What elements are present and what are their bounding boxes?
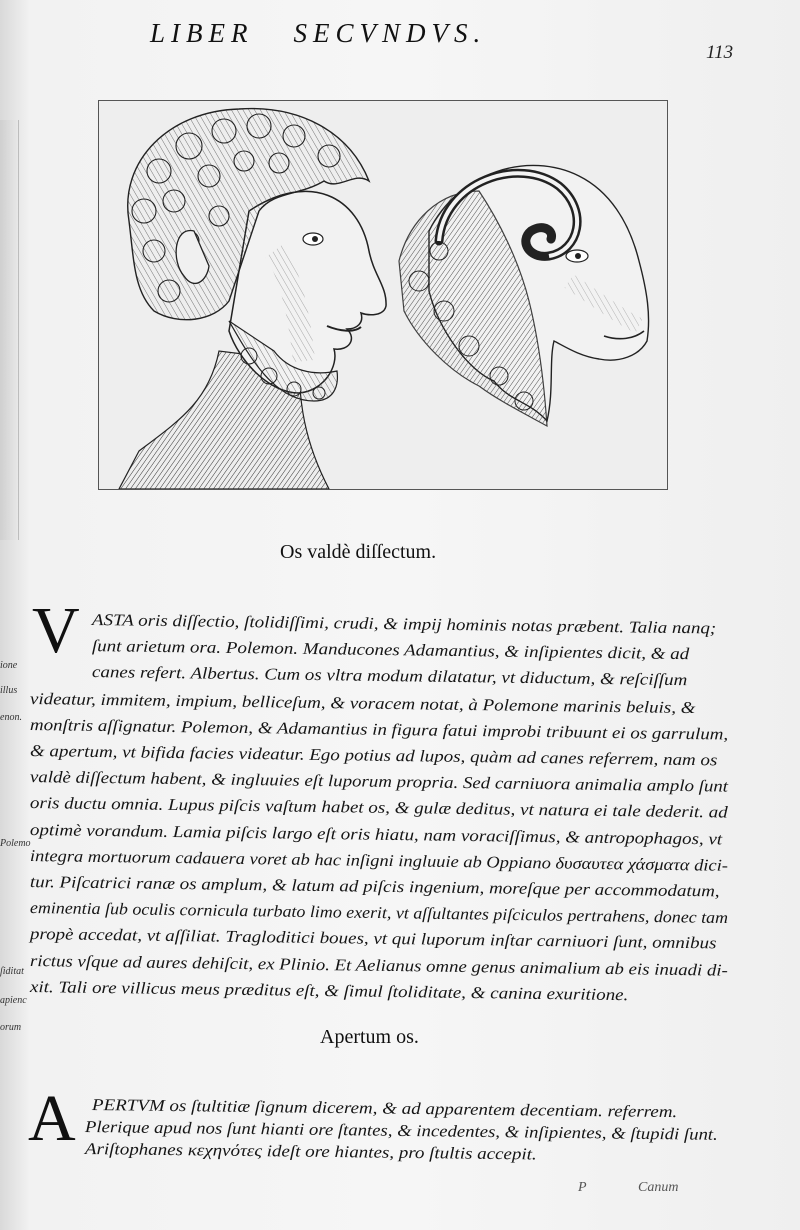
- margin-note: illus: [0, 685, 18, 696]
- margin-note: apienc: [0, 995, 27, 1006]
- margin-note: ione: [0, 660, 18, 671]
- sec1-line: eminentia ſub oculis cornicula turbato limo exerit, vt aſſultantes piſciculos pertrahens, donec tam: [29, 898, 729, 928]
- sec1-line: & apertum, vt bifida facies videatur. Ego potius ad lupos, quàm ad canes referrem, nam os: [29, 741, 718, 770]
- sec1-line: ASTA oris diſſectio, ſtolidiſſimi, crudi, & impij hominis notas præbent. Talia nanq;: [91, 610, 717, 638]
- drop-cap-a: A: [28, 1082, 76, 1155]
- caption-second: Apertum os.: [320, 1026, 419, 1048]
- engraving-illustration: [99, 101, 667, 489]
- sec1-line: integra mortuorum cadauera voret ab hac inſigni ingluuie ab Oppiano δυσαυτεα χάσματα dici-: [29, 845, 729, 875]
- sec1-line: ſunt arietum ora. Polemon. Manducones Adamantius, & inſipientes dicit, & ad: [91, 636, 690, 664]
- margin-note: ſiditat: [0, 966, 24, 977]
- sec1-line: oris ductu omnia. Lupus piſcis vaſtum habet os, & gulæ deditus, vt natura ei tale dederit. ad: [29, 793, 728, 822]
- running-head: [150, 18, 486, 49]
- drop-cap-v: V: [32, 594, 80, 667]
- engraving-plate: [98, 100, 668, 490]
- running-head-left: LIBER: [150, 18, 254, 48]
- catchword-right: Canum: [638, 1180, 679, 1195]
- sec2-line: PERTVM os ſtultitiæ ſignum dicerem, & ad apparentem decentiam. referrem.: [91, 1095, 678, 1122]
- catchword-left: P: [578, 1180, 587, 1195]
- margin-note: orum: [0, 1022, 22, 1033]
- sec1-line: videatur, immitem, impium, belliceſum, & voracem notat, à Polemone marinis beluis, &: [29, 688, 696, 717]
- page-number: 113: [706, 42, 734, 63]
- sec2-line: Plerique apud nos ſunt hianti ore ſtantes, & incedentes, & inſipientes, & ſtupidi ſunt.: [84, 1117, 718, 1144]
- sec1-line: tur. Piſcatrici ranæ os amplum, & latum ad piſcis ingenium, moreſque per accommodatum,: [29, 872, 720, 901]
- sec1-line: rictus vſque ad aures dehiſcit, ex Plinio. Et Aelianus omne genus animalium ab eis inuadi di-: [29, 950, 728, 980]
- sec1-line: valdè diſſectum habent, & ingluuies eſt luporum propria. Sed carniuora animalia amplo ſunt: [29, 767, 729, 796]
- sec1-line: optimè vorandum. Lamia piſcis largo eſt oris hiatu, nam voraciſſimus, & antropophagos, vt: [29, 819, 723, 849]
- margin-note: Polemo: [0, 838, 31, 849]
- sec1-line: canes refert. Albertus. Cum os vltra modum dilatatur, vt diductum, & reſciſſum: [91, 662, 688, 690]
- sec1-line: monſtris aſſignatur. Polemon, & Adamantius in figura fatui improbi tribuunt ei os garrulum,: [29, 714, 729, 744]
- sec2-line: Ariſtophanes κεχηνότες ideſt ore hiantes, pro ſtultis accepit.: [84, 1139, 537, 1164]
- margin-note: enon.: [0, 712, 22, 723]
- sec1-line: xit. Tali ore villicus meus præditus eſt, & ſimul ſtoliditate, & canina exuritione.: [29, 976, 629, 1004]
- page-gutter: [0, 120, 19, 540]
- running-head-right: SECVNDVS.: [293, 18, 487, 48]
- sec1-line: propè accedat, vt aſſiliat. Tragloditici boues, vt qui luporum inſtar carniuori ſunt, omnibus: [29, 924, 717, 953]
- caption-first: Os valdè diſſectum.: [280, 541, 437, 563]
